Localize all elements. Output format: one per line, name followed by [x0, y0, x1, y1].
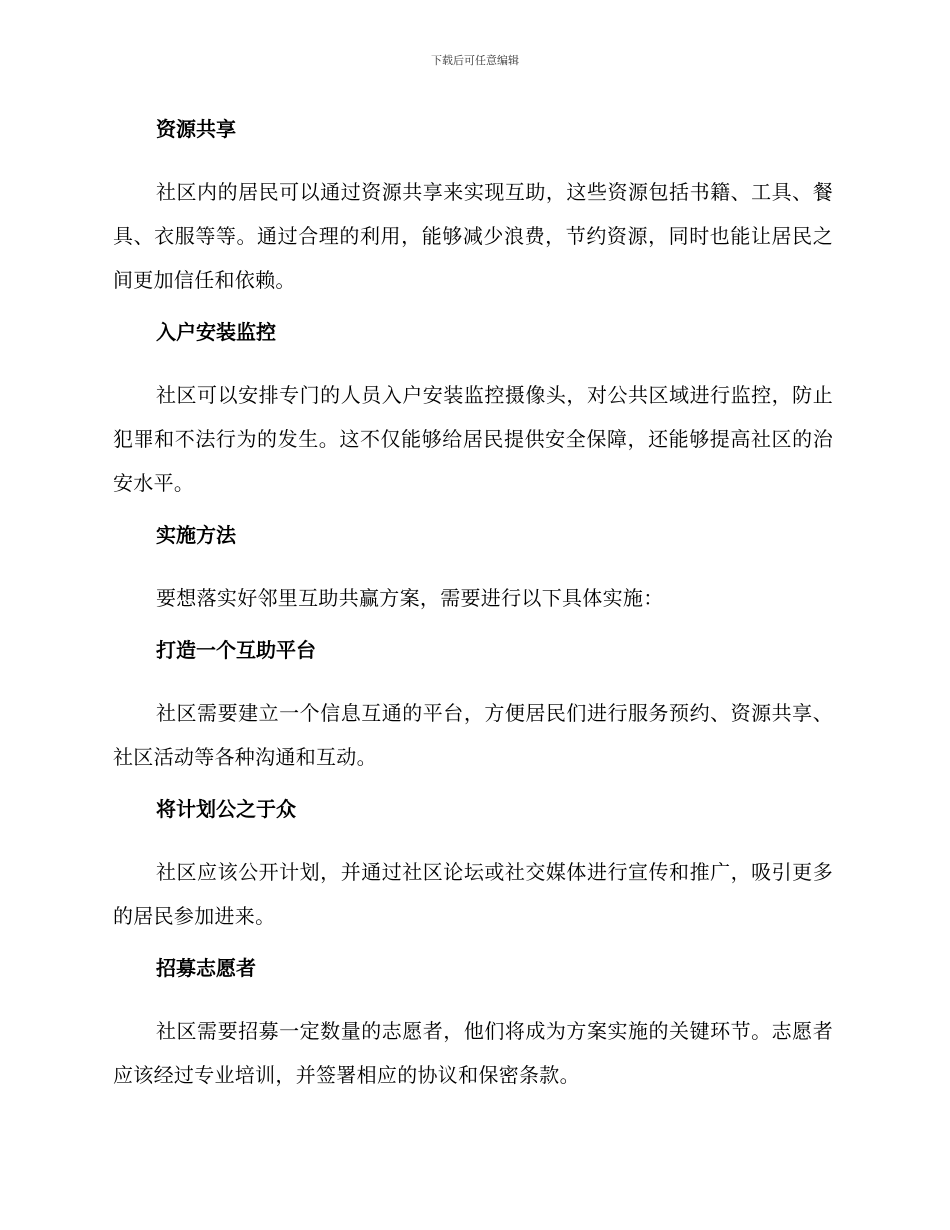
section-heading-publicize-plan: 将计划公之于众: [156, 797, 296, 821]
section-paragraph-publicize-plan: 社区应该公开计划，并通过社区论坛或社交媒体进行宣传和推广，吸引更多的居民参加进来。: [113, 860, 833, 928]
section-heading-recruit-volunteers: 招募志愿者: [156, 956, 256, 980]
section-paragraph-recruit-volunteers: 社区需要招募一定数量的志愿者，他们将成为方案实施的关键环节。志愿者应该经过专业培训，并签署相应的协议和保密条款。: [113, 1019, 833, 1087]
document-body: [113, 114, 833, 1112]
section-heading-mutual-aid-platform: 打造一个互助平台: [156, 638, 316, 662]
section-paragraph-mutual-aid-platform: 社区需要建立一个信息互通的平台，方便居民们进行服务预约、资源共享、社区活动等各种沟通和互动。: [113, 701, 833, 769]
section-heading-resource-sharing: 资源共享: [156, 117, 236, 141]
page-header-note: 下载后可任意编辑: [431, 54, 519, 67]
section-heading-implementation: 实施方法: [156, 523, 236, 547]
section-heading-home-monitoring: 入户安装监控: [156, 320, 276, 344]
section-paragraph-implementation: 要想落实好邻里互助共赢方案，需要进行以下具体实施：: [156, 586, 664, 610]
section-paragraph-home-monitoring: 社区可以安排专门的人员入户安装监控摄像头，对公共区域进行监控，防止犯罪和不法行为的发生。这不仅能够给居民提供安全保障，还能够提高社区的治安水平。: [113, 383, 833, 495]
section-paragraph-resource-sharing: 社区内的居民可以通过资源共享来实现互助，这些资源包括书籍、工具、餐具、衣服等等。通过合理的利用，能够减少浪费，节约资源，同时也能让居民之间更加信任和依赖。: [113, 180, 833, 292]
